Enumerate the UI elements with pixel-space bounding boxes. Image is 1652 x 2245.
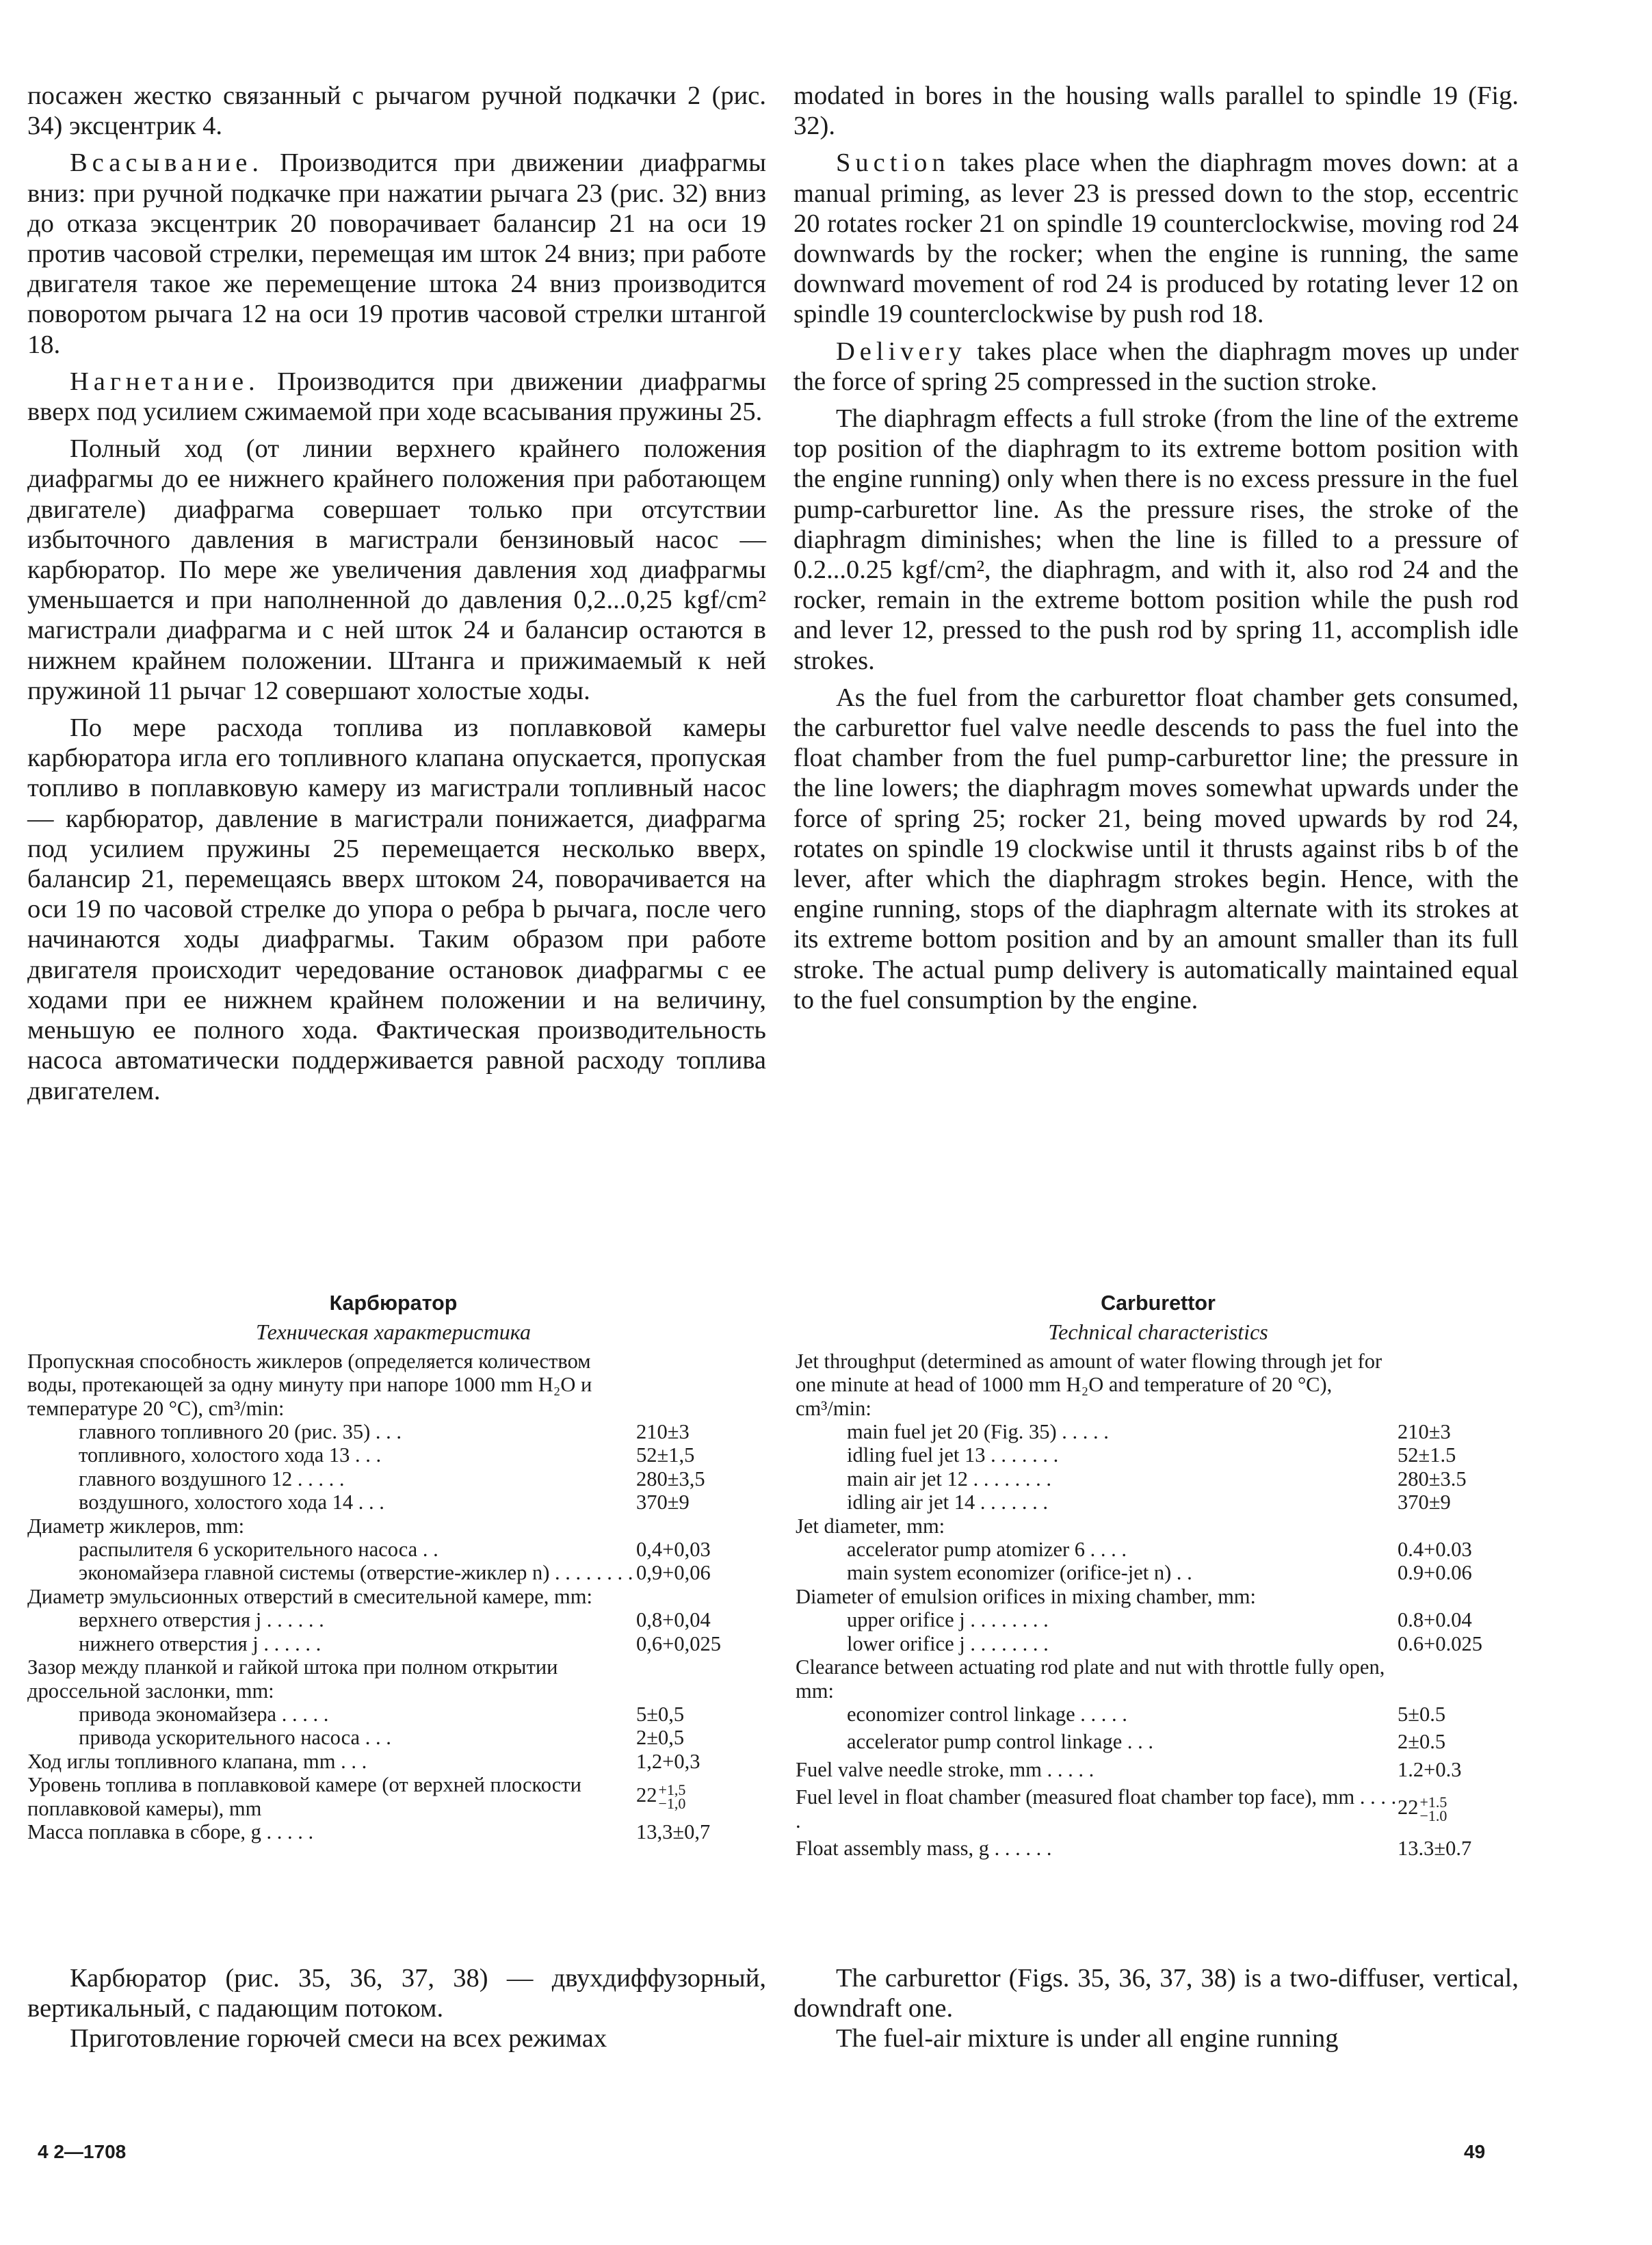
left-paragraph-fuel-consumption: По мере расхода топлива из поплавковой камеры карбюратора игла его топливного клапана опускается, пропуская топливо в поплавковую камеру из магистрали топливный насос — карбюратор, давление в магистрали понижается, диафрагма под усилием пружины 25 перемещается несколько вверх, балансир 21, перемещаясь вверх штоком 24, поворачивается на оси 19 по часовой стрелке до упора о ребра b рычага, после чего начинаются ходы диафрагмы. Таким образом при работе двигателя происходит чередование остановок диафрагмы с ее ходами при ее нижнем крайнем положении и на величину, меньшую ее полного хода. Фактическая производительность насоса автоматически поддерживается равной расходу топлива двигателем. — [27, 713, 766, 1105]
right-paragraph-full-stroke: The diaphragm effects a full stroke (from the line of the extreme top position of the diaphragm to its extreme bottom position with the engine running) only when there is no excess pressure in the fuel pump-carburettor line. As the pressure rises, the stroke of the diaphragm diminishes; when the line is filled to a pressure of 0.2...0.25 kgf/cm², the diaphragm, and with it, also rod 24 and the rocker, remain in the extreme bottom position while the push rod and lever 12, pressed to the push rod by spring 11, accomplish idle strokes. — [794, 404, 1519, 675]
page-number: 49 — [1464, 2141, 1486, 2162]
right-paragraph-delivery — [794, 337, 1519, 397]
left-text-column — [27, 81, 766, 1106]
tech-row: Ход иглы топливного клапана, mm . . . 1,2+0,3 — [27, 1749, 700, 1773]
left-suction-body: Производится при движении диафрагмы вниз: при ручной подкачке при нажатии рычага 23 (рис. 32) вниз до отказа эксцентрик 20 поворачивает балансир 21 на оси 19 против часовой стрелки, перемещая им шток 24 вниз; при работе двигателя такое же перемещение штока 24 вниз производится поворотом рычага 12 на оси 19 против часовой стрелки штангой 18. — [27, 148, 766, 359]
tech-header-row: Пропускная способность жиклеров (определяется количеством воды, протекающей за одну минуту при напоре 1000 mm H₂O и температуре 20 °C), cm³/min: — [27, 1349, 592, 1420]
bottom-left-paragraph-2: Приготовление горючей смеси на всех режимах — [70, 2024, 607, 2053]
tech-header-row: Clearance between actuating rod plate and nut with throttle fully open, mm: — [796, 1655, 1385, 1703]
tech-row: upper orifice j . . . . . . . . 0.8+0.04 — [847, 1608, 1472, 1632]
tech-header-row: Диаметр жиклеров, mm: — [27, 1514, 245, 1538]
bottom-left-paragraph-1: Карбюратор (рис. 35, 36, 37, 38) — двухдиффузорный, вертикальный, с падающим потоком. — [27, 1964, 766, 2023]
tech-subtitle-ru: Техническая характеристика — [256, 1320, 531, 1345]
bottom-right-paragraph-1: The carburettor (Figs. 35, 36, 37, 38) is a two-diffuser, vertical, downdraft one. — [794, 1964, 1519, 2023]
tech-row: верхнего отверстия j . . . . . . 0,8+0,04 — [79, 1608, 711, 1632]
left-paragraph-full-stroke: Полный ход (от линии верхнего крайнего положения диафрагмы до ее нижнего крайнего положения при работающем двигателе) диафрагма совершает только при отсутствии избыточного давления в магистрали бензиновый насос — карбюратор. По мере же увеличения давления ход диафрагмы уменьшается и при наполненной до давления 0,2...0,25 kgf/cm² магистрали диафрагма и с ней шток 24 и балансир остаются в нижнем крайнем положении. Штанга и прижимаемый к ней пружиной 11 рычаг 12 совершают холостые ходы. — [27, 434, 766, 705]
tech-row: economizer control linkage . . . . . 5±0.5 — [847, 1702, 1446, 1726]
right-suction-body: takes place when the diaphragm moves down: at a manual priming, as lever 23 is pressed down to the stop, eccentric 20 rotates rocker 21 on spindle 19 counterclockwise, moving rod 24 downwards by the rocker; when the engine is running, the same downward movement of rod 24 is produced by rotating lever 12 on spindle 19 counterclockwise by push rod 18. — [794, 148, 1519, 329]
tech-header-row: Jet diameter, mm: — [796, 1514, 945, 1538]
left-delivery-heading: Нагнетание. — [70, 367, 260, 396]
tech-row: accelerator pump control linkage . . . 2±0.5 — [847, 1730, 1446, 1754]
tech-row: accelerator pump atomizer 6 . . . . 0.4+0.03 — [847, 1538, 1472, 1562]
tech-header-row: Зазор между планкой и гайкой штока при полном открытии дроссельной заслонки, mm: — [27, 1655, 558, 1703]
tolerance: +1,5 −1,0 — [658, 1781, 686, 1812]
tech-row: main air jet 12 . . . . . . . . 280±3.5 — [847, 1467, 1467, 1491]
right-paragraph-suction — [794, 148, 1519, 329]
right-suction-heading: Suction — [836, 148, 950, 178]
bottom-right-paragraph-2: The fuel-air mixture is under all engine running — [836, 2024, 1339, 2053]
bottom-left-text — [27, 1963, 766, 2054]
tech-row: main system economizer (orifice-jet n) . . 0.9+0.06 — [847, 1561, 1472, 1585]
left-suction-heading: Всасывание. — [70, 148, 263, 178]
right-delivery-body: takes place when the diaphragm moves up under the force of spring 25 compressed in the suction stroke. — [794, 337, 1519, 396]
tech-row: привода экономайзера . . . . . 5±0,5 — [79, 1702, 685, 1726]
tech-row: распылителя 6 ускорительного насоса . . 0,4+0,03 — [79, 1538, 711, 1562]
right-delivery-heading: Delivery — [836, 337, 967, 366]
tech-row: idling air jet 14 . . . . . . . 370±9 — [847, 1491, 1451, 1514]
tech-row: lower orifice j . . . . . . . . 0.6+0.025 — [847, 1631, 1482, 1655]
tech-row: главного воздушного 12 . . . . . 280±3,5 — [79, 1467, 705, 1491]
tech-row: нижнего отверстия j . . . . . . 0,6+0,025 — [79, 1631, 721, 1655]
tech-title-en: Carburettor — [1101, 1291, 1216, 1315]
tolerance: +1.5 −1.0 — [1419, 1793, 1447, 1824]
tech-title-ru: Карбюратор — [329, 1291, 458, 1315]
tech-row: idling fuel jet 13 . . . . . . . 52±1.5 — [847, 1443, 1456, 1467]
tech-row: Fuel level in float chamber (measured float chamber top face), mm . . . . . 22 +1.5 −1.0 — [796, 1785, 1447, 1833]
tech-row: main fuel jet 20 (Fig. 35) . . . . . 210±3 — [847, 1420, 1451, 1444]
tech-characteristics-en — [796, 1291, 1521, 1860]
right-text-column — [794, 81, 1519, 1015]
tech-row: воздушного, холостого хода 14 . . . 370±9 — [79, 1491, 690, 1514]
tech-subtitle-en: Technical characteristics — [1048, 1320, 1268, 1345]
tech-row: топливного, холостого хода 13 . . . 52±1,5 — [79, 1443, 695, 1467]
left-paragraph-1: посажен жестко связанный с рычагом ручной подкачки 2 (рис. 34) эксцентрик 4. — [27, 81, 766, 141]
left-paragraph-suction — [27, 148, 766, 359]
tech-header-row: Диаметр эмульсионных отверстий в смесительной камере, mm: — [27, 1584, 592, 1608]
tech-characteristics-ru — [27, 1291, 759, 1843]
tech-row: Fuel valve needle stroke, mm . . . . . 1.2+0.3 — [796, 1757, 1462, 1781]
tech-row: привода ускорительного насоса . . . 2±0,5 — [79, 1726, 685, 1750]
bottom-right-text — [794, 1963, 1519, 2054]
tech-row: Float assembly mass, g . . . . . . 13.3±0.7 — [796, 1836, 1472, 1860]
left-delivery-body: Производится при движении диафрагмы вверх под усилием сжимаемой при ходе всасывания пружины 25. — [27, 367, 766, 427]
print-signature: 4 2—1708 — [38, 2141, 127, 2162]
right-paragraph-fuel-consumption: As the fuel from the carburettor float chamber gets consumed, the carburettor fuel valve needle descends to pass the fuel into the float chamber from the fuel pump-carburettor line; the pressure in the line lowers; the diaphragm moves somewhat upwards under the force of spring 25; rocker 21, being moved upwards by rod 24, rotates on spindle 19 clockwise until it thrusts against ribs b of the lever, after which the diaphragm strokes begin. Hence, with the engine running, stops of the diaphragm alternate with its strokes at its extreme bottom position and by an amount smaller than its full stroke. The actual pump delivery is automatically maintained equal to the fuel consumption by the engine. — [794, 683, 1519, 1014]
tech-header-row: Jet throughput (determined as amount of water flowing through jet for one minute at head of 1000 mm H₂O and temperature of 20 °C), cm³/min: — [796, 1349, 1382, 1420]
right-paragraph-1: modated in bores in the housing walls parallel to spindle 19 (Fig. 32). — [794, 81, 1519, 141]
tech-row: главного топливного 20 (рис. 35) . . . 210±3 — [79, 1420, 690, 1444]
tech-header-row: Diameter of emulsion orifices in mixing chamber, mm: — [796, 1584, 1256, 1608]
left-paragraph-delivery — [27, 367, 766, 427]
tech-row: экономайзера главной системы (отверстие-жиклер n) . . . . . . . . 0,9+0,06 — [79, 1561, 711, 1585]
tech-row: Масса поплавка в сборе, g . . . . . 13,3±0,7 — [27, 1820, 711, 1843]
tech-row: Уровень топлива в поплавковой камере (от верхней плоскости поплавковой камеры), mm 22 +1,5 −1,0 — [27, 1773, 686, 1820]
